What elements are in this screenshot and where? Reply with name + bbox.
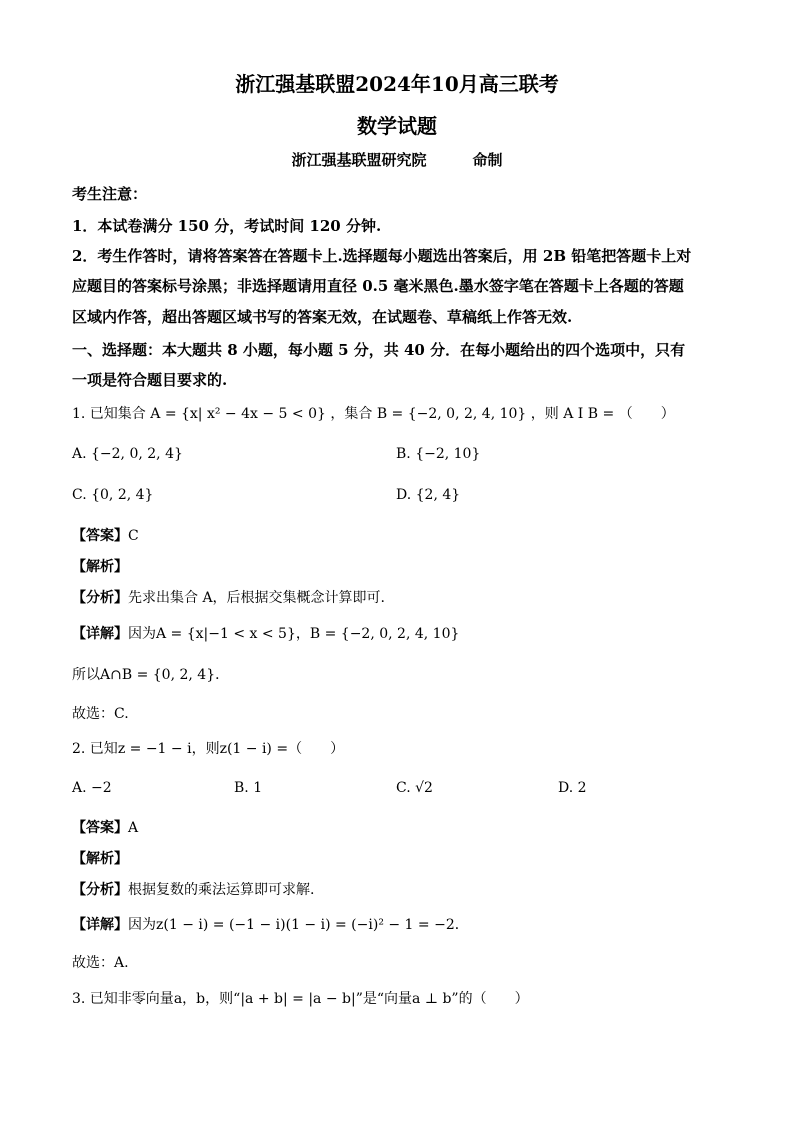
q1-choose: 故选：C. (72, 706, 129, 722)
q2-detail-pre: 因为 (128, 917, 156, 933)
q2-analysis-heading (72, 848, 128, 868)
q1-fenxi-tag: 【分析】 (72, 590, 128, 606)
section-heading-line2: 一项是符合题目要求的. (72, 371, 228, 389)
q1-fenxi-text: 先求出集合 A，后根据交集概念计算即可. (128, 590, 386, 606)
q1-so-expr: A∩B = {0, 2, 4} (100, 667, 216, 683)
notice-item-3: 应题目的答案标号涂黑；非选择题请用直径 0.5 毫米黑色.墨水签字笔在答题卡上各题的答题 (72, 277, 684, 295)
question-3-stem (72, 988, 529, 1008)
q2-option-b: B. 1 (234, 780, 263, 796)
q2-stem-mid: ，则 (191, 741, 220, 757)
q1-option-c: C. {0, 2, 4} (72, 487, 154, 503)
q1-expr: A I B = (563, 406, 615, 422)
q1-stem-pre: 1. 已知集合 (72, 406, 146, 422)
q1-option-b: B. {−2, 10} (396, 446, 481, 462)
q2-option-a: A. −2 (72, 780, 112, 796)
q3-perpendicular: a ⊥ b (412, 991, 452, 1007)
q3-stem-post: ”的（ ） (451, 991, 529, 1007)
q1-detail-tag: 【详解】 (72, 626, 128, 642)
subject-title: 数学试题 (357, 114, 437, 138)
q1-conclusion (72, 664, 229, 684)
q1-answer (72, 525, 139, 545)
q1-option-a: A. {−2, 0, 2, 4} (72, 446, 183, 462)
question-2-stem (72, 738, 344, 758)
q1-fenxi (72, 587, 385, 607)
q3-vector-b: b (196, 991, 206, 1007)
q1-detail-pre: 因为 (128, 626, 156, 642)
q3-sep: ， (182, 991, 197, 1007)
q2-fenxi-text: 根据复数的乘法运算即可求解. (128, 882, 315, 898)
q1-option-d: D. {2, 4} (396, 487, 461, 503)
q2-choose: 故选：A. (72, 955, 129, 971)
q2-z: z = −1 − i (117, 741, 192, 757)
author-line (0, 149, 794, 170)
notice-item-1: 1．本试卷满分 150 分，考试时间 120 分钟. (72, 217, 382, 235)
q1-detail-set-b: B = {−2, 0, 2, 4, 10} (309, 626, 460, 642)
q1-set-a: A = {x| x² − 4x − 5 < 0} (150, 406, 326, 422)
q3-vector-a: a (173, 991, 183, 1007)
q1-detail-set-a: A = {x|−1 < x < 5} (156, 626, 296, 642)
q1-answer-value: C (128, 528, 139, 544)
q2-analysis-tag: 【解析】 (72, 851, 128, 867)
author-label: 命制 (472, 151, 503, 169)
notice-item-4: 区域内作答，超出答题区域书写的答案无效，在试题卷、草稿纸上作答无效. (72, 308, 573, 326)
q1-so-pre: 所以 (72, 667, 100, 683)
q2-detail-post: ． (454, 917, 469, 933)
q2-fenxi-tag: 【分析】 (72, 882, 128, 898)
q2-stem-pre: 2. 已知 (72, 741, 118, 757)
q3-stem-pre: 3. 已知非零向量 (72, 991, 174, 1007)
q2-fenxi (72, 879, 314, 899)
q3-condition: |a + b| = |a − b| (240, 991, 356, 1007)
q1-answer-tag: 【答案】 (72, 528, 128, 544)
q1-set-b: B = {−2, 0, 2, 4, 10} (376, 406, 527, 422)
q2-detail-tag: 【详解】 (72, 917, 128, 933)
notice-item-2: 2．考生作答时，请将答案答在答题卡上.选择题每小题选出答案后，用 2B 铅笔把答题卡上对 (72, 247, 692, 265)
section-heading-line1: 一、选择题：本大题共 8 小题，每小题 5 分，共 40 分．在每小题给出的四个选项中，只有 (72, 341, 686, 359)
org-name: 浙江强基联盟研究院 (291, 151, 427, 169)
q3-stem-mid2: ”是“向量 (355, 991, 413, 1007)
q2-option-d: D. 2 (558, 780, 587, 796)
q1-analysis-tag: 【解析】 (72, 559, 128, 575)
q2-option-c: C. √2 (396, 780, 433, 796)
exam-title: 浙江强基联盟2024年10月高三联考 (235, 72, 559, 96)
q1-detail-sep: ， (295, 626, 310, 642)
q1-paren: （ ） (618, 406, 675, 422)
q1-analysis-heading (72, 556, 128, 576)
q2-paren: （ ） (288, 741, 345, 757)
q3-stem-mid: ，则“ (205, 991, 241, 1007)
q1-stem-mid: ，集合 (330, 406, 373, 422)
q1-stem-post: ，则 (530, 406, 559, 422)
q2-detail (72, 914, 469, 934)
q2-answer-value: A (128, 820, 139, 836)
q2-answer-tag: 【答案】 (72, 820, 128, 836)
q1-so-post: ． (215, 667, 230, 683)
question-1-stem (72, 403, 675, 423)
notice-heading: 考生注意： (72, 185, 148, 203)
q2-expr: z(1 − i) = (219, 741, 289, 757)
q2-answer (72, 817, 138, 837)
q2-detail-expr: z(1 − i) = (−1 − i)(1 − i) = (−i)² − 1 = −2 (156, 917, 455, 933)
q1-detail (72, 623, 459, 643)
